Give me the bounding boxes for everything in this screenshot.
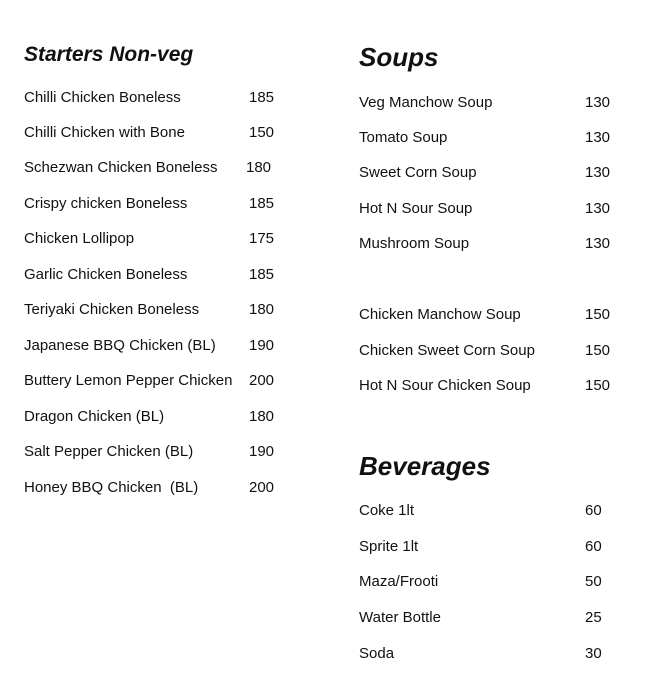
item-name: Water Bottle <box>359 609 441 626</box>
item-name: Chicken Manchow Soup <box>359 306 521 323</box>
item-price: 50 <box>585 573 602 590</box>
item-price: 180 <box>246 159 272 176</box>
item-price: 130 <box>585 94 611 111</box>
item-name: Veg Manchow Soup <box>359 94 493 111</box>
item-name: Soda <box>359 645 395 662</box>
beverages-title: Beverages <box>359 451 491 481</box>
item-name: Chicken Lollipop <box>24 230 135 247</box>
item-price: 30 <box>585 645 602 662</box>
item-name: Coke 1lt <box>359 502 415 519</box>
item-price: 180 <box>249 301 275 318</box>
item-name: Salt Pepper Chicken (BL) <box>24 443 194 460</box>
item-price: 190 <box>249 443 275 460</box>
item-price: 185 <box>249 89 275 106</box>
item-price: 185 <box>249 266 275 283</box>
beverages-section <box>359 0 629 697</box>
item-name: Japanese BBQ Chicken (BL) <box>24 337 216 354</box>
item-price: 60 <box>585 538 602 555</box>
item-price: 130 <box>585 129 611 146</box>
item-name: Honey BBQ Chicken (BL) <box>24 479 199 496</box>
item-price: 25 <box>585 609 602 626</box>
starters-section <box>24 0 304 697</box>
item-price: 150 <box>585 377 611 394</box>
item-name: Chilli Chicken with Bone <box>24 124 185 141</box>
item-name: Chilli Chicken Boneless <box>24 89 181 106</box>
item-name: Hot N Sour Chicken Soup <box>359 377 531 394</box>
item-name: Chicken Sweet Corn Soup <box>359 342 535 359</box>
item-price: 130 <box>585 235 611 252</box>
item-name: Mushroom Soup <box>359 235 470 252</box>
item-name: Schezwan Chicken Boneless <box>24 159 218 176</box>
item-name: Tomato Soup <box>359 129 448 146</box>
item-name: Maza/Frooti <box>359 573 439 590</box>
item-price: 60 <box>585 502 602 519</box>
item-price: 150 <box>585 306 611 323</box>
item-name: Buttery Lemon Pepper Chicken <box>24 372 233 389</box>
item-price: 200 <box>249 372 275 389</box>
item-name: Sweet Corn Soup <box>359 164 477 181</box>
item-price: 150 <box>585 342 611 359</box>
item-name: Sprite 1lt <box>359 538 419 555</box>
starters-title: Starters Non-veg <box>24 43 194 66</box>
item-price: 185 <box>249 195 275 212</box>
item-price: 180 <box>249 408 275 425</box>
soups-title: Soups <box>359 42 439 72</box>
item-name: Crispy chicken Boneless <box>24 195 188 212</box>
item-price: 150 <box>249 124 275 141</box>
item-name: Teriyaki Chicken Boneless <box>24 301 200 318</box>
item-name: Dragon Chicken (BL) <box>24 408 165 425</box>
item-name: Garlic Chicken Boneless <box>24 266 188 283</box>
item-price: 175 <box>249 230 275 247</box>
item-price: 200 <box>249 479 275 496</box>
item-price: 190 <box>249 337 275 354</box>
item-price: 130 <box>585 200 611 217</box>
item-price: 130 <box>585 164 611 181</box>
item-name: Hot N Sour Soup <box>359 200 473 217</box>
